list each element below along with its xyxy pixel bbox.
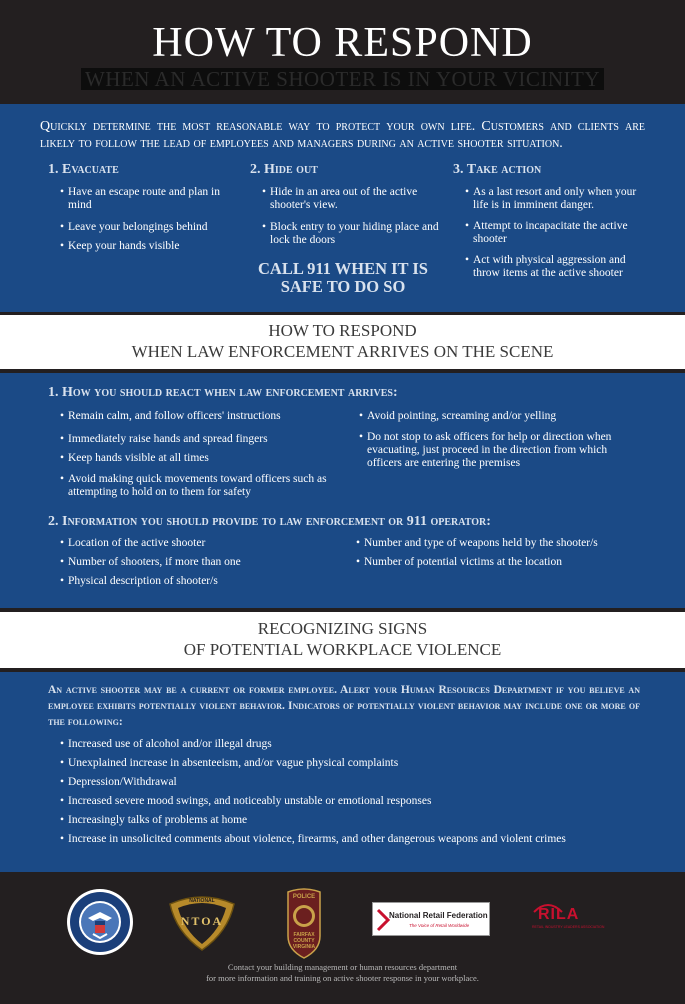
ntoa-label: NTOA	[180, 914, 224, 928]
list-item: • Remain calm, and follow officers' instructions	[48, 410, 348, 423]
police-sub-label: FAIRFAX COUNTY VIRGINIA	[292, 932, 316, 950]
section-workplace-violence	[0, 672, 685, 872]
list-item: • Increasingly talks of problems at home	[48, 814, 658, 827]
warning-signs-list	[48, 738, 658, 852]
nrf-tagline: The Voice of Retail Worldwide	[409, 923, 470, 928]
take-action-list	[453, 186, 653, 280]
hide-out-list	[250, 186, 440, 247]
fairfax-police-badge-logo	[284, 886, 324, 960]
evacuate-list	[48, 186, 238, 253]
list-item: • Number of shooters, if more than one	[48, 556, 338, 569]
band2-line2: WHEN LAW ENFORCEMENT ARRIVES ON THE SCENE	[131, 342, 554, 361]
section3-intro: An active shooter may be a current or former employee. Alert your Human Resources Department if you believe an employee exhibits potentially violent behavior. Indicators of potentially violent behavior may include one or more of the following:	[48, 684, 640, 728]
list-item: • Location of the active shooter	[48, 537, 338, 550]
info-heading: 2. Information you should provide to law enforcement or 911 operator:	[48, 514, 491, 529]
nrf-label: National Retail Federation	[389, 911, 488, 920]
list-item: • Immediately raise hands and spread fingers	[48, 433, 348, 446]
list-item: • Keep your hands visible	[48, 240, 238, 253]
footer-text	[0, 962, 685, 984]
list-item: • As a last resort and only when your life is in imminent danger.	[453, 186, 653, 212]
list-item: • Attempt to incapacitate the active shooter	[453, 220, 653, 246]
info-list-right	[344, 537, 634, 575]
list-item: • Hide in an area out of the active shooter's view.	[250, 186, 440, 212]
column-title-take-action: 3. Take action	[453, 162, 542, 177]
footer-line1: Contact your building management or human resources department	[227, 962, 458, 972]
list-item: • Avoid making quick movements toward officers such as attempting to hold on to them for safety	[48, 473, 348, 499]
list-item: • Keep hands visible at all times	[48, 452, 348, 465]
list-item: • Increased use of alcohol and/or illegal drugs	[48, 738, 658, 751]
band3-line1: RECOGNIZING SIGNS	[257, 619, 428, 638]
react-list-right	[347, 410, 637, 476]
band-workplace-violence	[0, 612, 685, 668]
column-take-action	[453, 162, 653, 286]
page-title: HOW TO RESPOND	[152, 20, 533, 66]
band3-line2: OF POTENTIAL WORKPLACE VIOLENCE	[183, 640, 502, 659]
column-title-evacuate: 1. Evacuate	[48, 162, 119, 177]
list-item: • Number and type of weapons held by the shooter/s	[344, 537, 634, 550]
column-title-hide-out: 2. Hide out	[250, 162, 318, 177]
nrf-logo	[372, 902, 490, 936]
footer-line2: for more information and training on active shooter response in your workplace.	[206, 973, 479, 983]
list-item: • Depression/Withdrawal	[48, 776, 658, 789]
rila-label: RILA	[538, 906, 580, 923]
section1-intro: Quickly determine the most reasonable way to protect your own life. Customers and clients are likely to follow the lead of employees and managers during an active shooter situation.	[40, 119, 645, 151]
rila-logo	[532, 900, 622, 934]
section-active-shooter	[0, 104, 685, 312]
column-hide-out	[250, 162, 440, 253]
section-law-enforcement	[0, 373, 685, 608]
list-item: • Unexplained increase in absenteeism, and/or vague physical complaints	[48, 757, 658, 770]
ntoa-top-label: NATIONAL	[189, 898, 215, 904]
header	[0, 0, 685, 100]
react-heading: 1. How you should react when law enforcement arrives:	[48, 385, 398, 400]
dhs-seal-logo	[66, 888, 134, 956]
rila-sub-label: RETAIL INDUSTRY LEADERS ASSOCIATION	[532, 925, 605, 929]
list-item: • Increased severe mood swings, and noticeably unstable or emotional responses	[48, 795, 658, 808]
logo-strip	[0, 878, 685, 1004]
list-item: • Have an escape route and plan in mind	[48, 186, 238, 212]
react-list-left	[48, 410, 348, 505]
list-item: • Do not stop to ask officers for help or direction when evacuating, just proceed in the direction from which officers are entering the premises	[347, 431, 637, 470]
list-item: • Block entry to your hiding place and lock the doors	[250, 221, 440, 247]
list-item: • Physical description of shooter/s	[48, 575, 338, 588]
page-subtitle: WHEN AN ACTIVE SHOOTER IS IN YOUR VICINITY	[81, 68, 604, 90]
list-item: • Leave your belongings behind	[48, 221, 238, 234]
band2-line1: HOW TO RESPOND	[268, 321, 417, 340]
info-list-left	[48, 537, 338, 594]
ntoa-logo	[168, 892, 236, 954]
list-item: • Number of potential victims at the location	[344, 556, 634, 569]
band-law-enforcement	[0, 315, 685, 369]
list-item: • Avoid pointing, screaming and/or yelling	[347, 410, 637, 423]
police-label: POLICE	[292, 894, 316, 900]
list-item: • Act with physical aggression and throw items at the active shooter	[453, 254, 653, 280]
call-911-notice: CALL 911 WHEN IT IS SAFE TO DO SO	[258, 259, 428, 296]
list-item: • Increase in unsolicited comments about violence, firearms, and other dangerous weapons and violent crimes	[48, 833, 658, 846]
column-evacuate	[48, 162, 238, 259]
